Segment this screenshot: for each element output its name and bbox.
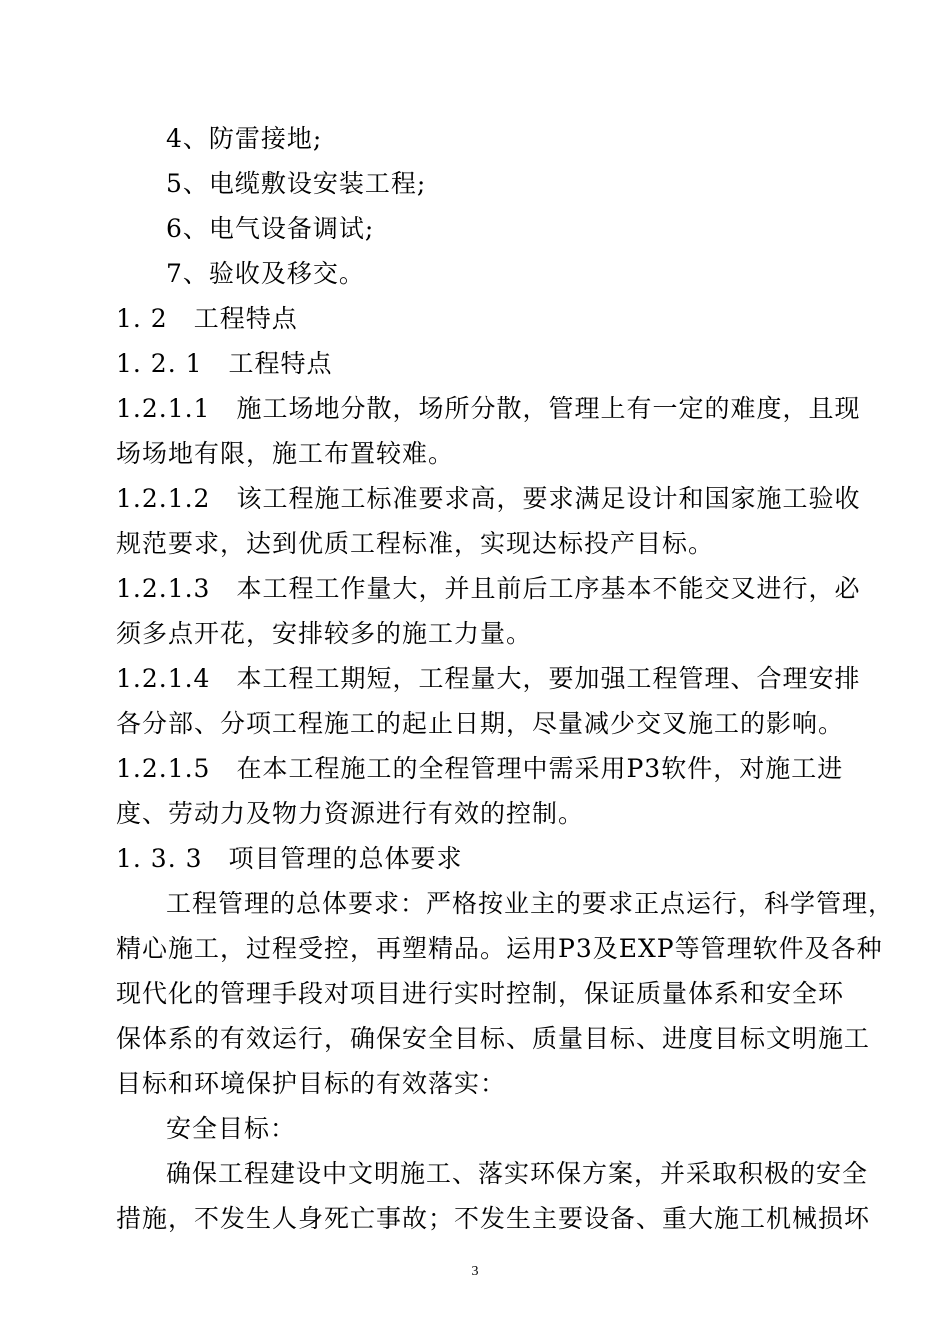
section-heading-1-3-3: 1. 3. 3 项目管理的总体要求 bbox=[116, 844, 463, 873]
item-3-line-1: 1.2.1.3 本工程工作量大，并且前后工序基本不能交叉进行，必 bbox=[116, 574, 861, 603]
overall-requirements-line-2: 精心施工，过程受控，再塑精品。运用P3及EXP等管理软件及各种 bbox=[116, 934, 883, 963]
item-3-line-2: 须多点开花，安排较多的施工力量。 bbox=[116, 619, 533, 648]
safety-goal-line-2: 措施，不发生人身死亡事故；不发生主要设备、重大施工机械损坏 bbox=[116, 1204, 871, 1233]
item-1-line-2: 场场地有限，施工布置较难。 bbox=[116, 439, 455, 468]
overall-requirements-line-5: 目标和环境保护目标的有效落实： bbox=[116, 1069, 507, 1098]
list-item-5: 5、电缆敷设安装工程; bbox=[166, 169, 427, 198]
list-item-7: 7、验收及移交。 bbox=[166, 259, 365, 288]
overall-requirements-line-4: 保体系的有效运行，确保安全目标、质量目标、进度目标文明施工 bbox=[116, 1024, 871, 1053]
overall-requirements-line-3: 现代化的管理手段对项目进行实时控制，保证质量体系和安全环 bbox=[116, 979, 845, 1008]
item-2-line-1: 1.2.1.2 该工程施工标准要求高，要求满足设计和国家施工验收 bbox=[116, 484, 861, 513]
item-1-line-1: 1.2.1.1 施工场地分散，场所分散，管理上有一定的难度，且现 bbox=[116, 394, 861, 423]
item-5-line-1: 1.2.1.5 在本工程施工的全程管理中需采用P3软件，对施工进 bbox=[116, 754, 844, 783]
page-number: 3 bbox=[471, 1264, 479, 1279]
list-item-4: 4、防雷接地; bbox=[166, 124, 323, 153]
item-2-line-2: 规范要求，达到优质工程标准，实现达标投产目标。 bbox=[116, 529, 715, 558]
safety-goal-heading: 安全目标： bbox=[166, 1114, 297, 1143]
item-4-line-1: 1.2.1.4 本工程工期短，工程量大，要加强工程管理、合理安排 bbox=[116, 664, 861, 693]
safety-goal-line-1: 确保工程建设中文明施工、落实环保方案，并采取积极的安全 bbox=[166, 1159, 869, 1188]
list-item-6: 6、电气设备调试; bbox=[166, 214, 375, 243]
item-5-line-2: 度、劳动力及物力资源进行有效的控制。 bbox=[116, 799, 585, 828]
overall-requirements-line-1: 工程管理的总体要求：严格按业主的要求正点运行，科学管理， bbox=[166, 889, 895, 918]
section-heading-1-2: 1. 2 工程特点 bbox=[116, 304, 298, 333]
item-4-line-2: 各分部、分项工程施工的起止日期，尽量减少交叉施工的影响。 bbox=[116, 709, 845, 738]
section-heading-1-2-1: 1. 2. 1 工程特点 bbox=[116, 349, 333, 378]
